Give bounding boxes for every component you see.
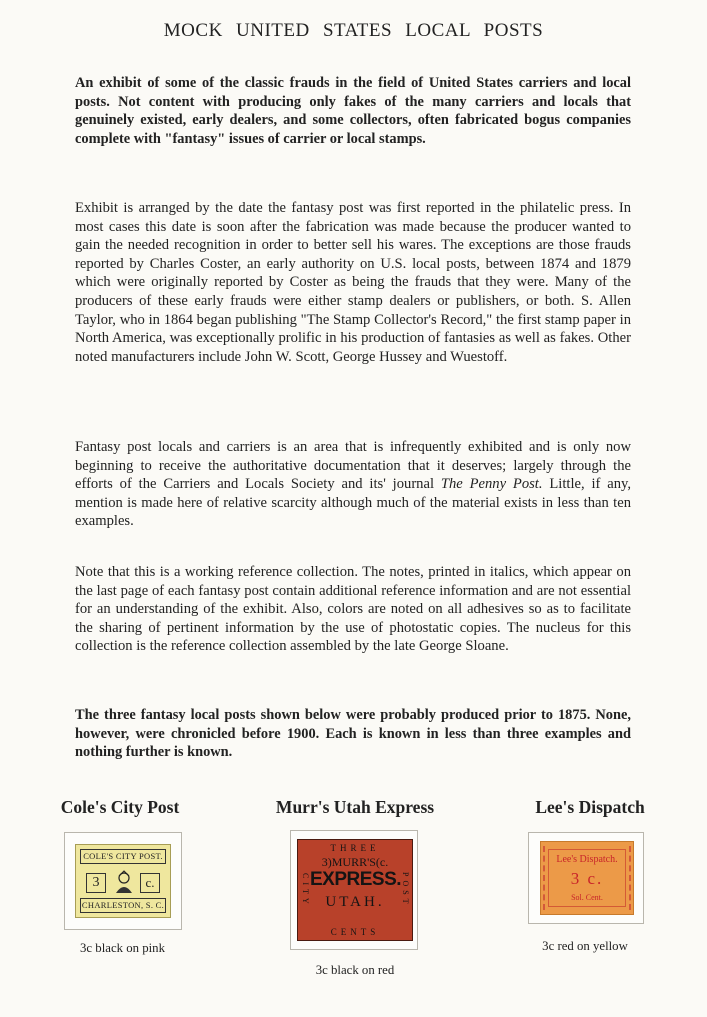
stamp-coles (75, 844, 171, 918)
coles-value: 3 (86, 873, 106, 893)
coles-top-label: COLE'S CITY POST. (80, 849, 166, 864)
murrs-top-label: THREE (330, 843, 380, 853)
murrs-bottom-label: CENTS (330, 927, 380, 937)
lees-bottom-label: Sol. Cent. (571, 893, 603, 902)
journal-title: The Penny Post. (440, 476, 543, 493)
arrangement-paragraph: Exhibit is arranged by the date the fantasy post was first reported in the philatelic press. In most cases this date is soon after the fabrication was made because the producer wanted to gain the needed recognition in order to better sell his wares. The exceptions are those frauds reported by Charles Coster, an early authority on U.S. local posts, between 1874 and 1879 which were originally reported by Coster as being the frauds that they were. Many of the producers of these early frauds were either stamp dealers or publishers, or both. S. Allen Taylor, who in 1864 began publishing "The Stamp Collector's Record," the first stamp paper in North America, was exceptionally prolific in his production of fantasies as well as fakes. Other noted manufacturers include John W. Scott, George Hussey and Wuestoff. (75, 200, 631, 365)
intro-paragraph: An exhibit of some of the classic frauds in the field of United States carriers and local posts. Not content with producing only fakes of the many carriers and locals that genuinely existed, early dealers, and some collectors, often fabricated bogus companies complete with "fantasy" issues of carrier or local stamps. (75, 75, 631, 147)
portrait-icon (113, 870, 135, 894)
fantasy-paragraph (75, 438, 631, 531)
lees-top-label: Lee's Dispatch. (556, 854, 618, 865)
lees-value: 3 c. (570, 869, 604, 888)
stamp-caption-coles: 3c black on pink (80, 941, 165, 955)
fantasy-paragraph-text: Fantasy post locals and carriers is an area that is infrequently exhibited and is only now beginning to receive the authoritative documentation that it deserves; largely through the efforts of the Carriers and Locals Society and its' journal (75, 439, 631, 493)
murrs-line3: UTAH. (325, 894, 385, 910)
stamp-title-coles: Cole's City Post (60, 797, 180, 817)
stamp-mount-lees (528, 832, 644, 924)
stamp-murrs (297, 839, 413, 941)
murrs-right-label: POST (401, 872, 410, 908)
stamp-title-lees: Lee's Dispatch (535, 797, 645, 817)
stamp-caption-lees: 3c red on yellow (542, 939, 628, 953)
fantasy-paragraph-text-end: Little, if any, mention is made here of relative scarcity although much of the material exists in less than ten examples. (75, 476, 632, 530)
reference-note-paragraph: Note that this is a working reference collection. The notes, printed in italics, which appear on the last page of each fantasy post contain additional reference information and are not essential for an understanding of the exhibit. Also, colors are noted on all adhesives so as to facilitate the sharing of pertinent information by the use of photostatic copies. The nucleus for this collection is the reference collection assembled by the late George Sloane. (75, 564, 631, 655)
coles-bottom-label: CHARLESTON, S. C. (80, 898, 166, 913)
murrs-line1: 3)MURR'S(c. (321, 855, 389, 869)
stamp-mount-coles (64, 832, 182, 930)
stamp-lees (540, 841, 634, 915)
coles-unit: c. (140, 873, 160, 893)
stamp-title-murrs: Murr's Utah Express (275, 797, 435, 817)
stamp-mount-murrs (290, 830, 418, 950)
stamps-intro-paragraph: The three fantasy local posts shown below were probably produced prior to 1875. None, however, were chronicled before 1900. Each is known in less than three examples and nothing further is known. (75, 707, 631, 761)
murrs-left-label: CITY (301, 872, 310, 908)
murrs-line2: EXPRESS. (310, 869, 402, 890)
page-title: MOCK UNITED STATES LOCAL POSTS (163, 20, 544, 41)
stamp-caption-murrs: 3c black on red (315, 963, 395, 977)
